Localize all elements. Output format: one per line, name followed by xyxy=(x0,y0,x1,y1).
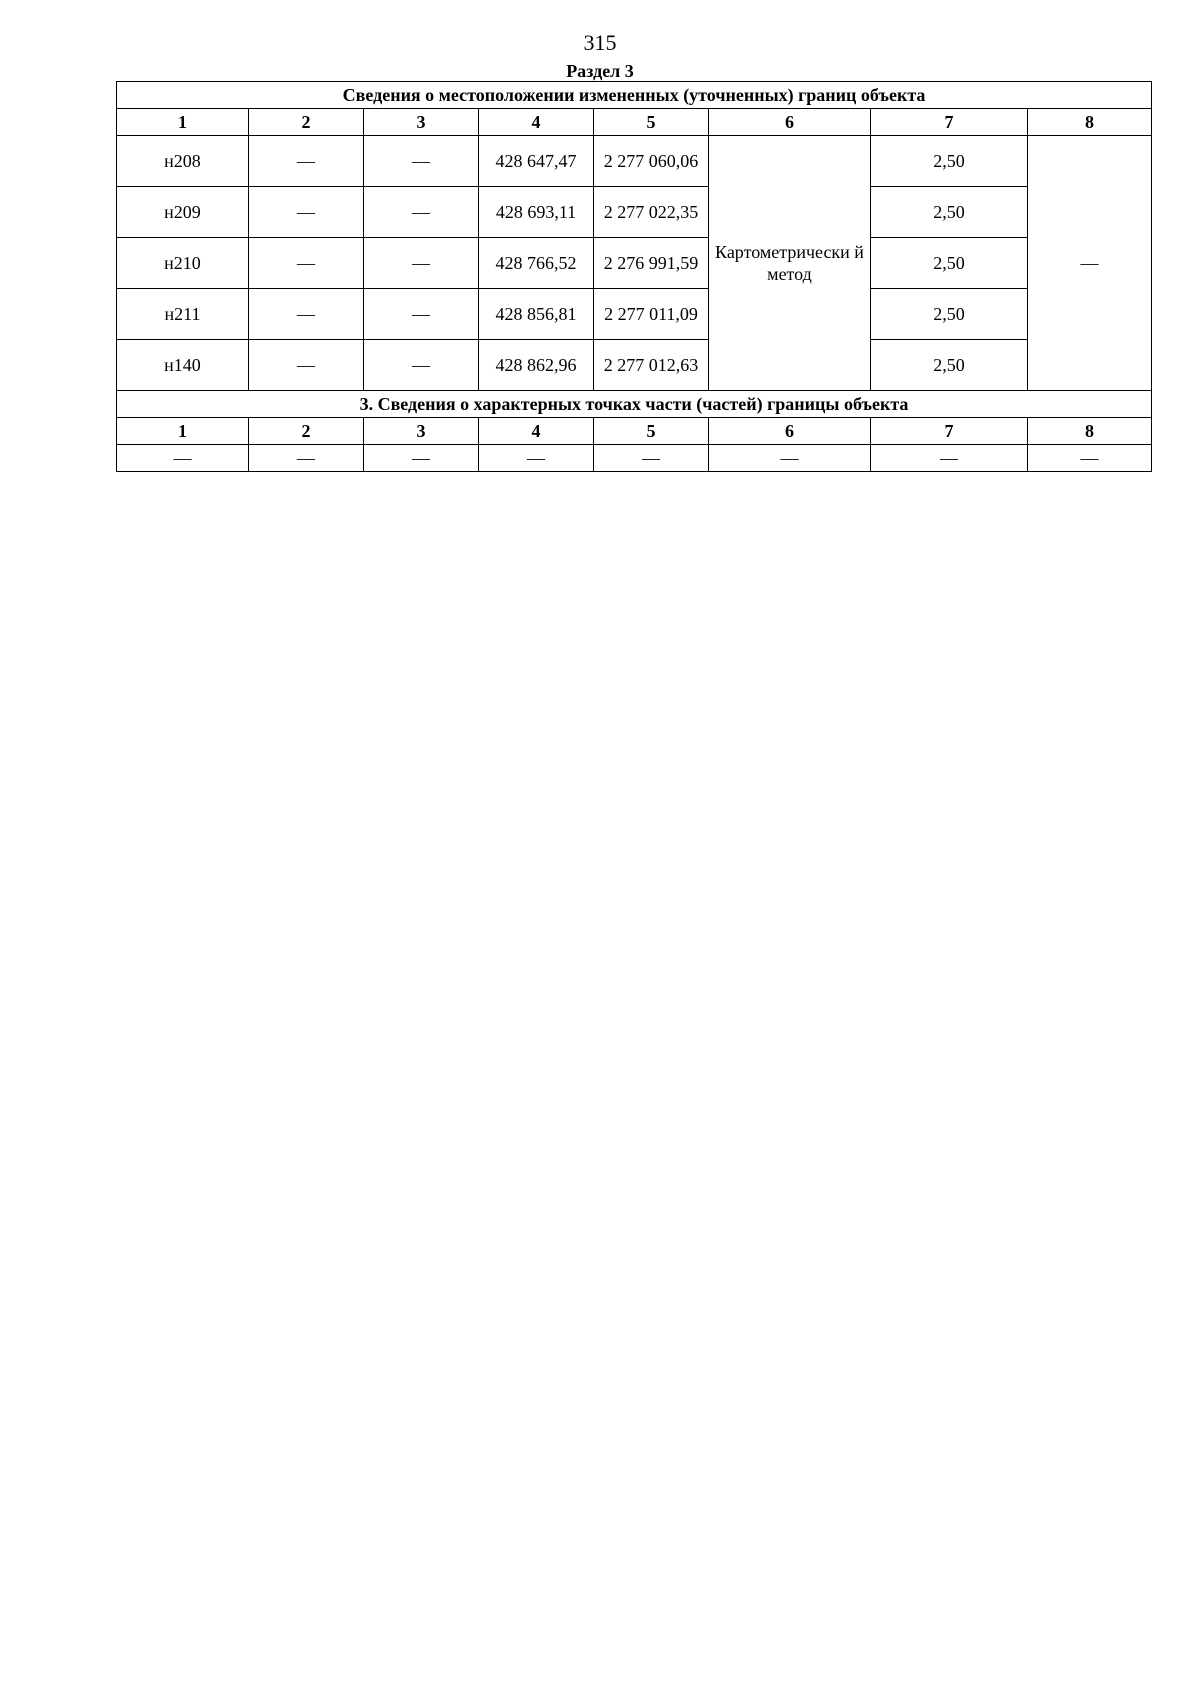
col-number: 4 xyxy=(479,418,594,445)
col-number: 1 xyxy=(117,109,249,136)
col-number: 7 xyxy=(871,109,1028,136)
table1-caption: Сведения о местоположении измененных (уточненных) границ объекта xyxy=(117,82,1152,109)
cell-value: — xyxy=(479,445,594,472)
cell-value: — xyxy=(249,289,364,340)
cell-value: — xyxy=(709,445,871,472)
cell-value: — xyxy=(871,445,1028,472)
table-row xyxy=(117,136,1152,187)
cell-value: — xyxy=(364,445,479,472)
table-row xyxy=(117,187,1152,238)
table1-column-numbers xyxy=(117,109,1152,136)
table2-column-numbers xyxy=(117,418,1152,445)
x-coordinate: 428 647,47 xyxy=(479,136,594,187)
section-title: Раздел 3 xyxy=(566,61,634,81)
table-row xyxy=(117,340,1152,391)
y-coordinate: 2 277 011,09 xyxy=(594,289,709,340)
table-row xyxy=(117,445,1152,472)
col-number: 5 xyxy=(594,418,709,445)
cell-value: — xyxy=(364,340,479,391)
y-coordinate: 2 276 991,59 xyxy=(594,238,709,289)
table-row xyxy=(117,238,1152,289)
col-number: 5 xyxy=(594,109,709,136)
table-row xyxy=(117,289,1152,340)
point-name: н209 xyxy=(117,187,249,238)
cell-value: — xyxy=(364,187,479,238)
y-coordinate: 2 277 060,06 xyxy=(594,136,709,187)
accuracy-value: 2,50 xyxy=(871,238,1028,289)
col-number: 8 xyxy=(1028,418,1152,445)
accuracy-value: 2,50 xyxy=(871,340,1028,391)
point-name: н208 xyxy=(117,136,249,187)
y-coordinate: 2 277 022,35 xyxy=(594,187,709,238)
point-name: н210 xyxy=(117,238,249,289)
col-number: 1 xyxy=(117,418,249,445)
col-number: 2 xyxy=(249,109,364,136)
cell-value: — xyxy=(117,445,249,472)
cell-value: — xyxy=(594,445,709,472)
point-name: н211 xyxy=(117,289,249,340)
cell-value: — xyxy=(1028,445,1152,472)
cell-value: — xyxy=(249,445,364,472)
col-number: 3 xyxy=(364,109,479,136)
col-number: 7 xyxy=(871,418,1028,445)
y-coordinate: 2 277 012,63 xyxy=(594,340,709,391)
cell-value: — xyxy=(364,136,479,187)
x-coordinate: 428 856,81 xyxy=(479,289,594,340)
method-cell: Картометрически й метод xyxy=(709,136,871,391)
table2-caption: 3. Сведения о характерных точках части (частей) границы объекта xyxy=(117,391,1152,418)
accuracy-value: 2,50 xyxy=(871,289,1028,340)
col-number: 6 xyxy=(709,109,871,136)
cell-value: — xyxy=(364,238,479,289)
page-number: 315 xyxy=(583,30,617,55)
cell-value: — xyxy=(249,187,364,238)
col-number: 3 xyxy=(364,418,479,445)
cell-value: — xyxy=(364,289,479,340)
col8-value: — xyxy=(1028,136,1152,391)
boundary-table xyxy=(116,81,1152,472)
cell-value: — xyxy=(249,340,364,391)
x-coordinate: 428 862,96 xyxy=(479,340,594,391)
col-number: 6 xyxy=(709,418,871,445)
accuracy-value: 2,50 xyxy=(871,187,1028,238)
x-coordinate: 428 693,11 xyxy=(479,187,594,238)
cell-value: — xyxy=(249,238,364,289)
col-number: 8 xyxy=(1028,109,1152,136)
cell-value: — xyxy=(249,136,364,187)
x-coordinate: 428 766,52 xyxy=(479,238,594,289)
col-number: 4 xyxy=(479,109,594,136)
point-name: н140 xyxy=(117,340,249,391)
col-number: 2 xyxy=(249,418,364,445)
accuracy-value: 2,50 xyxy=(871,136,1028,187)
